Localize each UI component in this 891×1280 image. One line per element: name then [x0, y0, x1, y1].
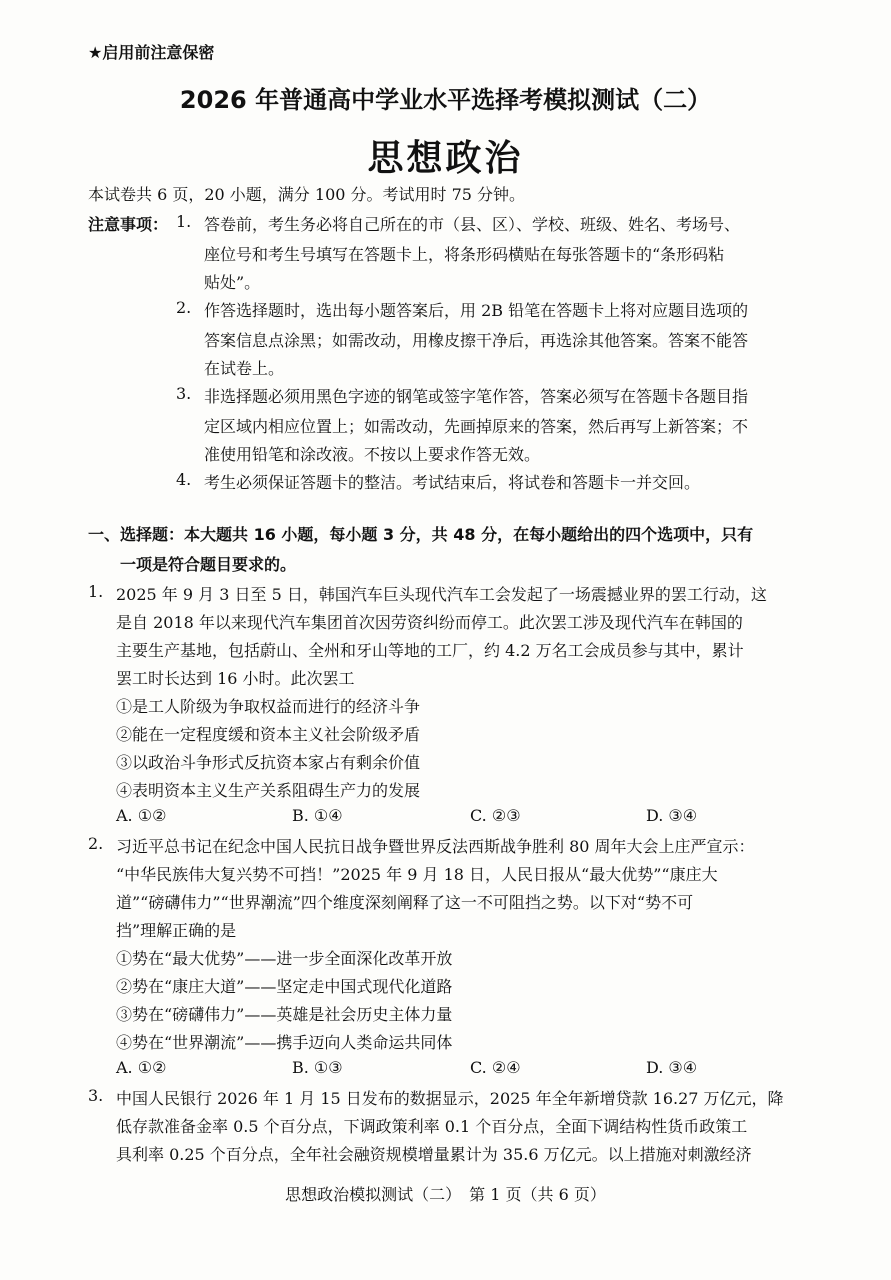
statement-option: ②能在一定程度缓和资本主义社会阶级矛盾: [116, 725, 421, 744]
notice-line: 作答选择题时，选出每小题答案后，用 2B 铅笔在答题卡上将对应题目选项的: [204, 301, 749, 320]
notice-line: 答案信息点涂黑；如需改动，用橡皮擦干净后，再选涂其他答案。答案不能答: [204, 331, 749, 350]
question-line: 2025 年 9 月 3 日至 5 日，韩国汽车巨头现代汽车工会发起了一场震撼业界的罢工行动，这: [116, 585, 767, 604]
question-line: 低存款准备金率 0.5 个百分点，下调政策利率 0.1 个百分点，全面下调结构性货币政策工: [116, 1117, 748, 1136]
answer-choice-a: A. ①②: [116, 806, 167, 825]
confidential-note: ★启用前注意保密: [88, 43, 215, 62]
statement-option: ③势在“磅礴伟力”——英雄是社会历史主体力量: [116, 1005, 453, 1024]
question-line: 习近平总书记在纪念中国人民抗日战争暨世界反法西斯战争胜利 80 周年大会上庄严宣示：: [116, 837, 755, 856]
question-number: 2.: [88, 834, 104, 853]
exam-title: 2026 年普通高中学业水平选择考模拟测试（二）: [179, 86, 712, 114]
notice-line: 准使用铅笔和涂改液。不按以上要求作答无效。: [204, 445, 541, 464]
section-heading: 一项是符合题目要求的。: [120, 555, 297, 574]
section-heading: 一、选择题：本大题共 16 小题，每小题 3 分，共 48 分，在每小题给出的四个选项中，只有: [88, 525, 754, 544]
statement-option: ④势在“世界潮流”——携手迈向人类命运共同体: [116, 1033, 453, 1052]
answer-choice-d: D. ③④: [646, 806, 698, 825]
question-number: 1.: [88, 582, 104, 601]
notice-line: 座位号和考生号填写在答题卡上，将条形码横贴在每张答题卡的“条形码粘: [204, 245, 725, 264]
answer-choice-c: C. ②③: [470, 806, 521, 825]
statement-option: ①是工人阶级为争取权益而进行的经济斗争: [116, 697, 421, 716]
notice-line: 贴处”。: [204, 273, 261, 292]
page-footer: 思想政治模拟测试（二） 第 1 页（共 6 页）: [285, 1185, 606, 1204]
question-line: 中国人民银行 2026 年 1 月 15 日发布的数据显示，2025 年全年新增贷款 16.27 万亿元，降: [116, 1089, 784, 1108]
notice-number: 4.: [176, 470, 192, 489]
statement-option: ④表明资本主义生产关系阻碍生产力的发展: [116, 781, 421, 800]
exam-info: 本试卷共 6 页，20 小题，满分 100 分。考试用时 75 分钟。: [88, 185, 526, 204]
notice-number: 2.: [176, 298, 192, 317]
notice-line: 在试卷上。: [204, 359, 285, 378]
question-line: “中华民族伟大复兴势不可挡！”2025 年 9 月 18 日，人民日报从“最大优势”“康庄大: [116, 865, 718, 884]
answer-choice-d: D. ③④: [646, 1058, 698, 1077]
answer-choice-b: B. ①④: [292, 806, 343, 825]
question-line: 是自 2018 年以来现代汽车集团首次因劳资纠纷而停工。此次罢工涉及现代汽车在韩国的: [116, 613, 743, 632]
answer-choice-c: C. ②④: [470, 1058, 521, 1077]
notice-number: 1.: [176, 212, 192, 231]
notice-line: 考生必须保证答题卡的整洁。考试结束后，将试卷和答题卡一并交回。: [204, 473, 701, 492]
answer-choice-b: B. ①③: [292, 1058, 343, 1077]
answer-choice-a: A. ①②: [116, 1058, 167, 1077]
notice-label: 注意事项：: [88, 215, 169, 234]
notice-line: 定区域内相应位置上；如需改动，先画掉原来的答案，然后再写上新答案；不: [204, 417, 749, 436]
subject-title: 思想政治: [367, 138, 524, 179]
question-line: 道”“磅礴伟力”“世界潮流”四个维度深刻阐释了这一不可阻挡之势。以下对“势不可: [116, 893, 694, 912]
statement-option: ③以政治斗争形式反抗资本家占有剩余价值: [116, 753, 421, 772]
statement-option: ②势在“康庄大道”——坚定走中国式现代化道路: [116, 977, 453, 996]
notice-number: 3.: [176, 384, 192, 403]
question-line: 主要生产基地，包括蔚山、全州和牙山等地的工厂，约 4.2 万名工会成员参与其中，累计: [116, 641, 744, 660]
statement-option: ①势在“最大优势”——进一步全面深化改革开放: [116, 949, 453, 968]
question-line: 挡”理解正确的是: [116, 921, 237, 940]
question-line: 具利率 0.25 个百分点，全年社会融资规模增量累计为 35.6 万亿元。以上措施对刺激经济: [116, 1145, 752, 1164]
notice-line: 答卷前，考生务必将自己所在的市（县、区）、学校、班级、姓名、考场号、: [204, 215, 741, 234]
question-number: 3.: [88, 1086, 104, 1105]
question-line: 罢工时长达到 16 小时。此次罢工: [116, 669, 355, 688]
notice-line: 非选择题必须用黑色字迹的钢笔或签字笔作答，答案必须写在答题卡各题目指: [204, 387, 749, 406]
